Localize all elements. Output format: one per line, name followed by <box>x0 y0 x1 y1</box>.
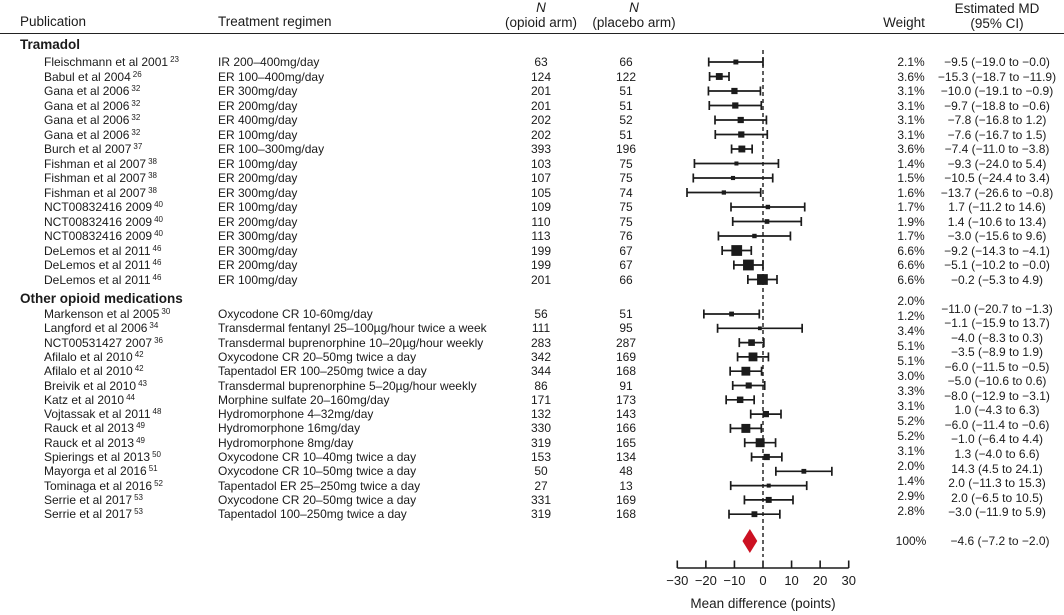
study-n-opioid: 319 <box>530 435 552 450</box>
section-header: Tramadol <box>20 37 81 52</box>
study-n-placebo: 166 <box>615 421 637 436</box>
study-md-ci: −1.1 (−15.9 to 13.7) <box>944 316 1050 331</box>
header-separator <box>0 33 1064 34</box>
point-estimate-marker <box>764 454 770 460</box>
study-n-opioid: 202 <box>530 113 552 127</box>
study-md-ci: −5.0 (−10.6 to 0.6) <box>947 374 1047 389</box>
point-estimate-marker <box>733 60 738 65</box>
study-ref-superscript: 50 <box>152 450 161 459</box>
study-regimen: Tapentadol 100–250mg twice a day <box>218 507 407 522</box>
study-publication: Vojtassak et al 2011 $^{48}$ <box>44 407 162 422</box>
study-n-opioid: 344 <box>530 364 552 379</box>
overall-md-ci: −4.6 (−7.2 to −2.0) <box>950 534 1050 548</box>
study-ref-superscript: 49 <box>136 435 145 445</box>
study-regimen: ER 100mg/day <box>218 156 298 171</box>
study-n-opioid: 202 <box>530 127 552 142</box>
study-md-ci: −5.1 (−10.2 to −0.0) <box>944 258 1050 272</box>
study-n-opioid: 113 <box>531 229 551 243</box>
study-publication: Gana et al 2006 $^{32}$ <box>44 84 141 98</box>
study-n-placebo: 67 <box>619 258 633 272</box>
study-ref-superscript: 38 <box>148 156 157 166</box>
study-publication: Afilalo et al 2010 $^{42}$ <box>44 349 144 364</box>
study-md-ci: −6.0 (−11.4 to −0.6) <box>944 417 1050 432</box>
study-regimen: Tapentadol ER 25–250mg twice a day <box>218 478 421 493</box>
study-publication: Burch et al 2007 $^{37}$ <box>44 142 143 156</box>
study-regimen: ER 100–400mg/day <box>218 69 325 84</box>
point-estimate-marker <box>743 260 754 271</box>
study-md-ci: −6.0 (−11.5 to −0.5) <box>944 359 1050 374</box>
study-n-opioid: 153 <box>530 450 552 464</box>
study-n-placebo: 66 <box>619 55 633 69</box>
study-ref-superscript: 40 <box>154 214 163 224</box>
study-regimen: Oxycodone CR 20–50mg twice a day <box>218 349 417 364</box>
study-weight: 3.1% <box>897 84 925 98</box>
study-ref-superscript: 44 <box>126 392 135 402</box>
study-weight: 1.4% <box>897 156 925 171</box>
study-md-ci: 1.7 (−11.2 to 14.6) <box>948 200 1046 214</box>
study-weight: 3.1% <box>897 443 925 458</box>
study-regimen: ER 200mg/day <box>218 98 298 113</box>
study-ref-superscript: 40 <box>154 229 163 238</box>
study-publication: Langford et al 2006 $^{34}$ <box>44 321 159 336</box>
study-n-opioid: 109 <box>530 200 552 214</box>
col-header-n-opioid-sub: (opioid arm) <box>504 15 578 30</box>
study-n-opioid: 27 <box>534 478 548 493</box>
study-weight: 6.6% <box>897 272 925 287</box>
study-n-placebo: 66 <box>619 272 633 287</box>
study-md-ci: −9.2 (−14.3 to −4.1) <box>944 243 1050 258</box>
study-n-placebo: 169 <box>615 492 637 507</box>
study-weight: 3.1% <box>897 127 925 142</box>
study-publication: Fishman et al 2007 $^{38}$ <box>44 171 157 185</box>
point-estimate-marker <box>732 102 738 108</box>
study-n-opioid: 393 <box>530 142 552 156</box>
study-md-ci: −7.8 (−16.8 to 1.2) <box>947 113 1047 127</box>
study-weight: 1.6% <box>897 185 925 200</box>
study-ref-superscript: 42 <box>134 364 144 374</box>
study-regimen: ER 100mg/day <box>218 127 298 142</box>
x-axis-tick-label: 10 <box>784 573 799 588</box>
study-ref-superscript: 32 <box>131 127 141 137</box>
study-n-placebo: 91 <box>619 378 633 393</box>
study-n-placebo: 143 <box>615 407 637 422</box>
point-estimate-marker <box>766 205 770 209</box>
study-n-opioid: 124 <box>530 69 552 84</box>
study-n-opioid: 132 <box>530 407 552 422</box>
study-n-placebo: 51 <box>619 127 633 142</box>
col-header-n-placebo-symbol: N <box>629 0 639 15</box>
study-md-ci: −9.5 (−19.0 to −0.0) <box>944 55 1050 69</box>
point-estimate-marker <box>752 511 758 517</box>
point-estimate-marker <box>746 382 752 388</box>
study-n-opioid: 331 <box>530 492 552 507</box>
point-estimate-marker <box>722 190 726 194</box>
study-ref-superscript: 53 <box>134 492 143 502</box>
study-md-ci: 14.3 (4.5 to 24.1) <box>951 461 1043 476</box>
study-publication: Rauck et al 2013 $^{49}$ <box>44 421 145 436</box>
study-n-placebo: 76 <box>619 229 633 243</box>
study-n-placebo: 13 <box>619 478 633 493</box>
point-estimate-marker <box>767 484 771 488</box>
study-n-opioid: 63 <box>534 55 548 69</box>
study-md-ci: −1.0 (−6.4 to 4.4) <box>950 432 1044 447</box>
study-publication: Markenson et al 2005 $^{30}$ <box>44 307 171 321</box>
point-estimate-marker <box>757 274 768 285</box>
study-regimen: Morphine sulfate 20–160mg/day <box>218 392 390 407</box>
study-md-ci: 2.0 (−6.5 to 10.5) <box>951 490 1043 505</box>
study-regimen: ER 200mg/day <box>218 258 298 272</box>
study-ref-superscript: 46 <box>152 258 162 267</box>
point-estimate-marker <box>766 497 772 503</box>
study-weight: 1.7% <box>897 229 925 243</box>
study-regimen: Tapentadol ER 100–250mg twice a day <box>218 364 427 379</box>
study-md-ci: −10.0 (−19.1 to −0.9) <box>940 84 1054 98</box>
x-axis-tick-label: 0 <box>759 573 767 588</box>
study-regimen: ER 200mg/day <box>218 214 298 229</box>
study-publication: DeLemos et al 2011 $^{46}$ <box>44 258 162 272</box>
study-n-opioid: 56 <box>534 307 548 321</box>
study-ref-superscript: 32 <box>131 98 141 108</box>
study-n-placebo: 48 <box>619 464 633 479</box>
study-n-placebo: 75 <box>619 214 633 229</box>
study-regimen: IR 200–400mg/day <box>218 55 320 69</box>
study-weight: 3.4% <box>897 323 925 338</box>
study-weight: 5.1% <box>897 338 925 353</box>
study-weight: 1.4% <box>897 473 925 488</box>
col-header-estimated-md: Estimated MD <box>954 1 1040 16</box>
section-header: Other opioid medications <box>20 291 183 306</box>
study-n-opioid: 342 <box>530 349 552 364</box>
point-estimate-marker <box>716 73 723 80</box>
study-n-opioid: 86 <box>534 378 548 393</box>
study-md-ci: −0.2 (−5.3 to 4.9) <box>950 272 1044 287</box>
study-n-opioid: 105 <box>530 185 552 200</box>
col-header-treatment-regimen: Treatment regimen <box>218 14 332 29</box>
study-publication: NCT00832416 2009 $^{40}$ <box>44 229 163 243</box>
x-axis-tick-label: 30 <box>841 573 856 588</box>
study-weight: 6.6% <box>897 258 925 272</box>
point-estimate-marker <box>741 367 750 376</box>
study-publication: NCT00832416 2009 $^{40}$ <box>44 200 163 214</box>
x-axis-tick-label: −20 <box>694 573 717 588</box>
study-publication: Rauck et al 2013 $^{49}$ <box>44 435 145 450</box>
study-weight: 3.6% <box>897 69 925 84</box>
overall-weight: 100% <box>895 534 927 548</box>
study-regimen: Oxycodone CR 20–50mg twice a day <box>218 492 417 507</box>
study-publication: NCT00832416 2009 $^{40}$ <box>44 214 163 229</box>
point-estimate-marker <box>734 161 738 165</box>
study-weight: 2.9% <box>897 488 925 503</box>
study-ref-superscript: 52 <box>154 478 163 488</box>
study-n-placebo: 67 <box>619 243 633 258</box>
study-ref-superscript: 26 <box>132 69 142 79</box>
study-ref-superscript: 49 <box>136 421 145 431</box>
study-n-opioid: 201 <box>530 84 552 98</box>
point-estimate-marker <box>765 219 770 224</box>
point-estimate-marker <box>756 438 765 447</box>
study-n-opioid: 111 <box>531 321 551 336</box>
study-regimen: ER 300mg/day <box>218 185 298 200</box>
point-estimate-marker <box>738 117 744 123</box>
study-regimen: Transdermal buprenorphine 10–20µg/hour weekly <box>218 335 484 350</box>
study-ref-superscript: 46 <box>152 243 162 253</box>
study-md-ci: −13.7 (−26.6 to −0.8) <box>940 185 1054 200</box>
point-estimate-marker <box>763 411 769 417</box>
study-publication: Serrie et al 2017 $^{53}$ <box>44 507 143 522</box>
point-estimate-marker <box>738 131 744 137</box>
study-md-ci: −8.0 (−12.9 to −3.1) <box>944 388 1050 403</box>
study-n-opioid: 201 <box>530 272 552 287</box>
study-regimen: Oxycodone CR 10–40mg twice a day <box>218 450 417 464</box>
study-regimen: ER 300mg/day <box>218 84 298 98</box>
study-md-ci: 1.0 (−4.3 to 6.3) <box>954 403 1040 418</box>
study-publication: Gana et al 2006 $^{32}$ <box>44 127 141 142</box>
study-n-placebo: 287 <box>615 335 637 350</box>
study-n-opioid: 201 <box>530 98 552 113</box>
study-ref-superscript: 34 <box>149 321 159 331</box>
study-weight: 3.1% <box>897 98 925 113</box>
study-ref-superscript: 40 <box>154 200 163 209</box>
study-ref-superscript: 36 <box>154 335 163 345</box>
study-publication: Serrie et al 2017 $^{53}$ <box>44 492 143 507</box>
study-weight: 2.1% <box>897 55 925 69</box>
study-ref-superscript: 37 <box>133 142 143 151</box>
study-md-ci: −10.5 (−24.4 to 3.4) <box>944 171 1050 185</box>
study-n-opioid: 107 <box>530 171 552 185</box>
study-publication: DeLemos et al 2011 $^{46}$ <box>44 243 162 258</box>
study-publication: Gana et al 2006 $^{32}$ <box>44 113 141 127</box>
study-regimen: Transdermal fentanyl 25–100µg/hour twice a week <box>218 321 487 336</box>
study-weight: 3.1% <box>897 113 925 127</box>
study-weight: 2.8% <box>897 503 925 518</box>
study-ref-superscript: 42 <box>134 349 144 359</box>
study-ref-superscript: 32 <box>131 84 141 93</box>
study-weight: 3.1% <box>897 398 925 413</box>
study-regimen: Hydromorphone 4–32mg/day <box>218 407 374 422</box>
study-n-placebo: 168 <box>615 364 637 379</box>
study-n-opioid: 199 <box>530 258 552 272</box>
study-regimen: ER 300mg/day <box>218 243 298 258</box>
study-weight: 6.6% <box>897 243 925 258</box>
study-n-placebo: 173 <box>615 392 637 407</box>
study-md-ci: 1.3 (−4.0 to 6.6) <box>954 447 1040 461</box>
study-n-opioid: 50 <box>534 464 548 479</box>
study-n-placebo: 169 <box>615 349 637 364</box>
study-publication: DeLemos et al 2011 $^{46}$ <box>44 272 162 287</box>
study-regimen: ER 100mg/day <box>218 272 298 287</box>
x-axis-label: Mean difference (points) <box>690 596 836 611</box>
study-regimen: ER 200mg/day <box>218 171 298 185</box>
study-publication: NCT00531427 2007 $^{36}$ <box>44 335 163 350</box>
study-regimen: ER 100–300mg/day <box>218 142 325 156</box>
col-header-publication: Publication <box>20 14 87 29</box>
study-regimen: Transdermal buprenorphine 5–20µg/hour weekly <box>218 378 477 393</box>
study-md-ci: 1.4 (−10.6 to 13.4) <box>947 214 1047 229</box>
study-n-placebo: 74 <box>619 185 633 200</box>
study-ref-superscript: 53 <box>134 507 143 517</box>
point-estimate-marker <box>741 424 750 433</box>
study-n-opioid: 199 <box>530 243 552 258</box>
study-weight: 3.0% <box>897 368 925 383</box>
study-ref-superscript: 23 <box>170 55 179 64</box>
point-estimate-marker <box>752 234 756 238</box>
study-ref-superscript: 51 <box>148 464 158 474</box>
point-estimate-marker <box>801 469 806 474</box>
col-header-weight: Weight <box>883 15 925 30</box>
study-weight: 5.1% <box>897 353 925 368</box>
point-estimate-marker <box>731 176 735 180</box>
study-md-ci: −3.5 (−8.9 to 1.9) <box>950 345 1044 360</box>
study-n-opioid: 330 <box>530 421 552 436</box>
study-md-ci: −9.7 (−18.8 to −0.6) <box>944 98 1050 113</box>
study-publication: Afilalo et al 2010 $^{42}$ <box>44 364 144 379</box>
study-weight: 2.0% <box>897 458 925 473</box>
study-ref-superscript: 48 <box>152 407 162 417</box>
study-md-ci: 2.0 (−11.3 to 15.3) <box>948 476 1046 491</box>
study-md-ci: −3.0 (−15.6 to 9.6) <box>947 229 1047 243</box>
study-n-placebo: 168 <box>615 507 637 522</box>
study-ref-superscript: 38 <box>148 171 157 180</box>
study-n-opioid: 283 <box>530 335 552 350</box>
col-header-n-placebo-sub: (placebo arm) <box>592 15 676 30</box>
study-publication: Katz et al 2010 $^{44}$ <box>44 392 135 407</box>
study-n-placebo: 75 <box>619 171 633 185</box>
study-regimen: Oxycodone CR 10–50mg twice a day <box>218 464 417 479</box>
point-estimate-marker <box>748 339 755 346</box>
study-n-opioid: 110 <box>531 214 551 229</box>
study-publication: Babul et al 2004 $^{26}$ <box>44 69 142 84</box>
study-publication: Tominaga et al 2016 $^{52}$ <box>44 478 163 493</box>
study-n-opioid: 103 <box>530 156 552 171</box>
study-md-ci: −15.3 (−18.7 to −11.9) <box>937 69 1057 84</box>
study-n-placebo: 196 <box>615 142 637 156</box>
point-estimate-marker <box>737 397 743 403</box>
study-ref-superscript: 30 <box>161 307 171 316</box>
study-publication: Breivik et al 2010 $^{43}$ <box>44 378 147 393</box>
study-weight: 1.2% <box>897 308 925 323</box>
study-md-ci: −7.4 (−11.0 to −3.8) <box>944 142 1050 156</box>
study-publication: Fishman et al 2007 $^{38}$ <box>44 156 157 171</box>
x-axis-tick-label: −30 <box>666 573 689 588</box>
col-header-95ci: (95% CI) <box>970 15 1024 31</box>
study-n-placebo: 52 <box>619 113 633 127</box>
x-axis-tick-label: −10 <box>723 573 746 588</box>
study-n-placebo: 134 <box>615 450 637 464</box>
study-md-ci: −9.3 (−24.0 to 5.4) <box>947 156 1047 171</box>
study-weight: 1.5% <box>897 171 925 185</box>
study-weight: 3.3% <box>897 383 925 398</box>
study-regimen: ER 100mg/day <box>218 200 298 214</box>
study-md-ci: −3.0 (−11.9 to 5.9) <box>948 505 1046 520</box>
point-estimate-marker <box>758 326 762 330</box>
study-weight: 3.6% <box>897 142 925 156</box>
study-weight: 2.0% <box>897 293 925 308</box>
study-n-opioid: 171 <box>530 392 552 407</box>
study-publication: Spierings et al 2013 $^{50}$ <box>44 450 161 464</box>
study-md-ci: −7.6 (−16.7 to 1.5) <box>947 127 1047 142</box>
study-n-placebo: 75 <box>619 200 633 214</box>
study-weight: 5.2% <box>897 428 925 443</box>
study-weight: 1.9% <box>897 214 925 229</box>
study-weight: 1.7% <box>897 200 925 214</box>
pooled-effect-diamond <box>742 529 757 553</box>
study-publication: Mayorga et al 2016 $^{51}$ <box>44 464 158 479</box>
point-estimate-marker <box>749 352 758 361</box>
study-weight: 5.2% <box>897 413 925 428</box>
study-publication: Fleischmann et al 2001 $^{23}$ <box>44 55 179 69</box>
study-md-ci: −11.0 (−20.7 to −1.3) <box>941 301 1053 316</box>
study-n-placebo: 51 <box>619 98 633 113</box>
study-ref-superscript: 46 <box>152 272 162 282</box>
study-ref-superscript: 32 <box>131 113 141 122</box>
point-estimate-marker <box>738 146 745 153</box>
study-regimen: ER 400mg/day <box>218 113 298 127</box>
point-estimate-marker <box>729 312 734 317</box>
study-n-opioid: 319 <box>530 507 552 522</box>
study-publication: Fishman et al 2007 $^{38}$ <box>44 185 157 200</box>
study-md-ci: −4.0 (−8.3 to 0.3) <box>950 330 1044 345</box>
study-regimen: Oxycodone CR 10-60mg/day <box>218 307 373 321</box>
study-ref-superscript: 38 <box>148 185 157 195</box>
study-ref-superscript: 43 <box>138 378 147 388</box>
study-n-placebo: 122 <box>615 69 637 84</box>
point-estimate-marker <box>731 88 737 94</box>
study-publication: Gana et al 2006 $^{32}$ <box>44 98 141 113</box>
study-regimen: Hydromorphone 16mg/day <box>218 421 361 436</box>
study-n-placebo: 95 <box>619 321 633 336</box>
study-regimen: ER 300mg/day <box>218 229 298 243</box>
x-axis-tick-label: 20 <box>812 573 828 588</box>
study-regimen: Hydromorphone 8mg/day <box>218 435 354 450</box>
study-n-placebo: 165 <box>615 435 637 450</box>
study-n-placebo: 51 <box>619 84 633 98</box>
study-n-placebo: 51 <box>619 307 633 321</box>
study-n-placebo: 75 <box>619 156 633 171</box>
col-header-n-opioid-symbol: N <box>536 0 546 15</box>
point-estimate-marker <box>731 245 742 256</box>
